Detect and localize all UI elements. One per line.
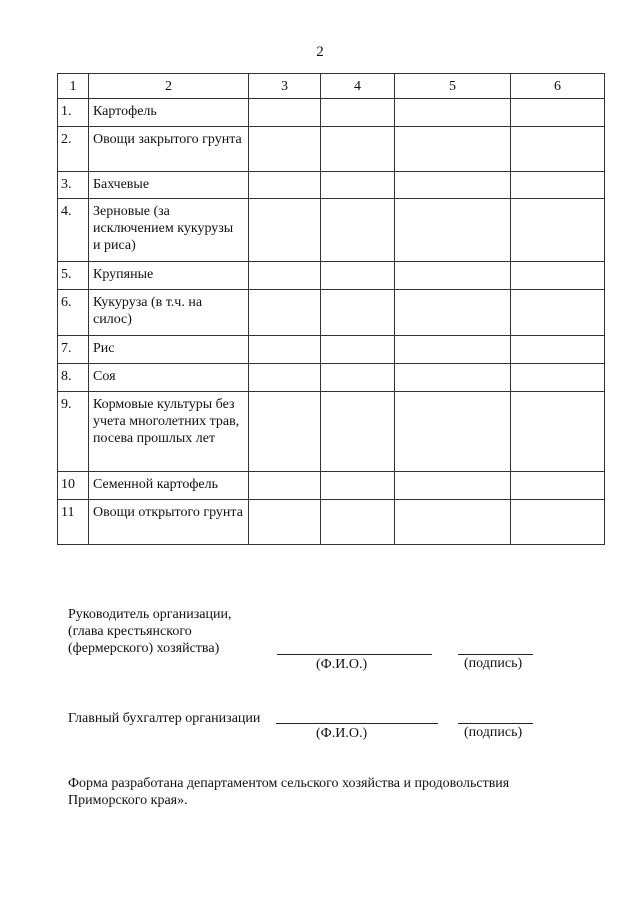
- value-cell: [249, 199, 321, 262]
- head-label: [68, 606, 231, 657]
- value-cell: [395, 500, 511, 545]
- value-cell: [395, 99, 511, 127]
- table-row: [58, 99, 605, 127]
- column-header: 4: [321, 74, 395, 99]
- column-header: 5: [395, 74, 511, 99]
- table-row: [58, 262, 605, 290]
- value-cell: [321, 290, 395, 336]
- value-cell: [249, 99, 321, 127]
- value-cell: [321, 364, 395, 392]
- table-row: [58, 472, 605, 500]
- value-cell: [511, 199, 605, 262]
- table-row: [58, 364, 605, 392]
- value-cell: [321, 199, 395, 262]
- column-header: 1: [58, 74, 89, 99]
- crop-name: Крупяные: [89, 262, 249, 290]
- footer-note: [68, 775, 509, 809]
- value-cell: [511, 392, 605, 472]
- column-header: 6: [511, 74, 605, 99]
- accountant-label: Главный бухгалтер организации: [68, 711, 261, 726]
- crops-table: [57, 73, 605, 545]
- value-cell: [511, 500, 605, 545]
- crop-name: Овощи открытого грунта: [89, 500, 249, 545]
- value-cell: [395, 127, 511, 172]
- value-cell: [249, 127, 321, 172]
- table-row: [58, 290, 605, 336]
- row-number: 1.: [58, 99, 89, 127]
- value-cell: [321, 99, 395, 127]
- row-number: 2.: [58, 127, 89, 172]
- crop-name: Соя: [89, 364, 249, 392]
- column-header: 2: [89, 74, 249, 99]
- table-row: [58, 336, 605, 364]
- value-cell: [249, 472, 321, 500]
- crop-name: Рис: [89, 336, 249, 364]
- crop-name: Картофель: [89, 99, 249, 127]
- row-number: 5.: [58, 262, 89, 290]
- value-cell: [249, 290, 321, 336]
- value-cell: [321, 127, 395, 172]
- value-cell: [321, 500, 395, 545]
- value-cell: [511, 127, 605, 172]
- table-row: [58, 500, 605, 545]
- value-cell: [249, 392, 321, 472]
- table-row: [58, 199, 605, 262]
- row-number: 10: [58, 472, 89, 500]
- signature-line: [458, 654, 533, 655]
- row-number: 4.: [58, 199, 89, 262]
- value-cell: [511, 336, 605, 364]
- value-cell: [511, 290, 605, 336]
- fio-caption: (Ф.И.О.): [316, 726, 368, 741]
- value-cell: [249, 364, 321, 392]
- crop-name: Кормовые культуры без учета многолетних трав, посева прошлых лет: [89, 392, 249, 472]
- value-cell: [395, 172, 511, 199]
- crop-name: Зерновые (за исключением кукурузы и риса): [89, 199, 249, 262]
- value-cell: [321, 392, 395, 472]
- crop-name: Семенной картофель: [89, 472, 249, 500]
- footer-line: Приморского края».: [68, 793, 188, 808]
- value-cell: [395, 262, 511, 290]
- fio-caption: (Ф.И.О.): [316, 657, 368, 672]
- crop-name: Кукуруза (в т.ч. на силос): [89, 290, 249, 336]
- value-cell: [511, 472, 605, 500]
- value-cell: [321, 336, 395, 364]
- crop-name: Бахчевые: [89, 172, 249, 199]
- head-label-line: Руководитель организации,: [68, 607, 232, 622]
- value-cell: [249, 262, 321, 290]
- row-number: 11: [58, 500, 89, 545]
- fio-line: [277, 654, 432, 655]
- table-row: [58, 172, 605, 199]
- value-cell: [511, 172, 605, 199]
- fio-line: [276, 723, 438, 724]
- value-cell: [395, 472, 511, 500]
- row-number: 6.: [58, 290, 89, 336]
- value-cell: [321, 172, 395, 199]
- table-row: [58, 127, 605, 172]
- table-header-row: [58, 74, 605, 99]
- head-label-line: (фермерского) хозяйства): [68, 641, 220, 656]
- row-number: 7.: [58, 336, 89, 364]
- signature-caption: (подпись): [464, 656, 523, 671]
- crop-name: Овощи закрытого грунта: [89, 127, 249, 172]
- signature-line: [458, 723, 533, 724]
- value-cell: [511, 262, 605, 290]
- page-number: 2: [316, 44, 324, 60]
- head-label-line: (глава крестьянского: [68, 624, 192, 639]
- value-cell: [321, 262, 395, 290]
- footer-line: Форма разработана департаментом сельского хозяйства и продовольствия: [68, 776, 510, 791]
- value-cell: [249, 336, 321, 364]
- table-row: [58, 392, 605, 472]
- value-cell: [395, 336, 511, 364]
- value-cell: [511, 364, 605, 392]
- column-header: 3: [249, 74, 321, 99]
- value-cell: [395, 290, 511, 336]
- value-cell: [395, 199, 511, 262]
- value-cell: [511, 99, 605, 127]
- value-cell: [395, 364, 511, 392]
- signature-caption: (подпись): [464, 725, 523, 740]
- value-cell: [249, 172, 321, 199]
- value-cell: [249, 500, 321, 545]
- row-number: 8.: [58, 364, 89, 392]
- row-number: 3.: [58, 172, 89, 199]
- value-cell: [321, 472, 395, 500]
- row-number: 9.: [58, 392, 89, 472]
- value-cell: [395, 392, 511, 472]
